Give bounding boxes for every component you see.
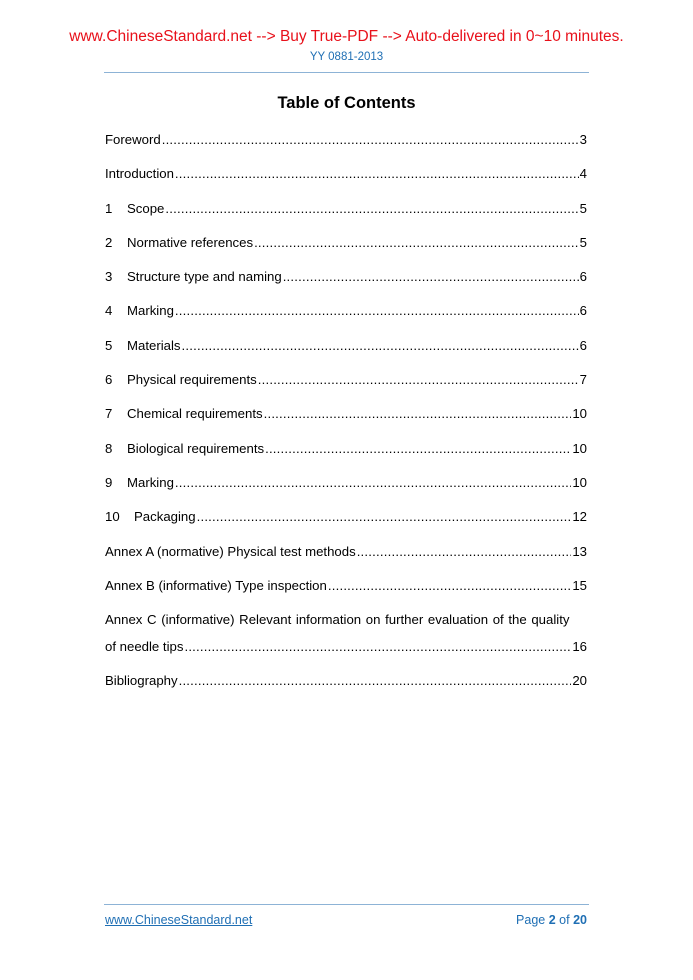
dot-leader: [265, 439, 571, 459]
dot-leader: [182, 336, 579, 356]
toc-entry-scope[interactable]: [105, 199, 587, 233]
toc-entry-label: Annex C (informative) Relevant information on further evaluation of the quality: [105, 612, 570, 628]
toc-entry-normative-references[interactable]: [105, 233, 587, 267]
toc-entry-introduction[interactable]: [105, 164, 587, 198]
dot-leader: [162, 130, 579, 150]
header-divider: [104, 72, 589, 73]
page-prefix: Page: [516, 913, 546, 927]
toc-entry-label: Chemical requirements: [127, 406, 263, 422]
dot-leader: [165, 199, 578, 219]
toc-entry-label: Packaging: [134, 509, 196, 525]
toc-entry-label: Foreword: [105, 132, 161, 147]
toc-entry-label: Introduction: [105, 166, 174, 182]
toc-entry-label: Annex B (informative) Type inspection: [105, 577, 327, 593]
toc-entry-number: 10: [105, 509, 120, 525]
toc-entry-page: 12: [572, 509, 587, 525]
toc-entry-number: 3: [105, 269, 113, 285]
toc-entry-annex-b[interactable]: [105, 576, 587, 610]
toc-entry-page: 20: [572, 673, 587, 689]
toc-entry-biological-requirements[interactable]: [105, 439, 587, 473]
toc-entry-label: Marking: [127, 474, 174, 490]
document-number: YY 0881-2013: [309, 51, 384, 63]
page-indicator: [516, 913, 587, 927]
dot-leader: [264, 404, 572, 424]
toc-entry-physical-requirements[interactable]: [105, 370, 587, 404]
dot-leader: [175, 301, 579, 321]
page-title: Table of Contents: [277, 94, 416, 112]
dot-leader: [357, 542, 572, 562]
toc-entry-materials[interactable]: [105, 336, 587, 370]
promo-banner[interactable]: www.ChineseStandard.net --> Buy True-PDF --> Auto-delivered in 0~10 minutes.: [69, 28, 624, 45]
toc-entry-label: Annex A (normative) Physical test methods: [105, 543, 356, 559]
toc-entry-page: 15: [572, 577, 587, 593]
toc-entry-number: 4: [105, 303, 113, 319]
toc-entry-page: 7: [579, 372, 587, 388]
toc-entry-label: Marking: [127, 303, 174, 319]
footer-site-link[interactable]: www.ChineseStandard.net: [105, 913, 253, 927]
toc-entry-marking-2[interactable]: [105, 473, 587, 507]
toc-entry-label: Physical requirements: [127, 372, 257, 388]
toc-entry-page: 5: [579, 234, 587, 250]
dot-leader: [197, 507, 572, 527]
toc-entry-label: of needle tips: [105, 639, 184, 655]
toc-entry-page: 6: [579, 269, 587, 285]
table-of-contents: [105, 130, 587, 706]
toc-entry-number: 1: [105, 200, 113, 216]
toc-entry-number: 9: [105, 474, 113, 490]
page-current: 2: [548, 913, 556, 927]
toc-entry-structure-type[interactable]: [105, 267, 587, 301]
toc-entry-number: 2: [105, 234, 113, 250]
toc-entry-bibliography[interactable]: [105, 671, 587, 705]
toc-entry-packaging[interactable]: [105, 507, 587, 541]
toc-entry-annex-c-line2[interactable]: [105, 637, 587, 671]
toc-entry-page: 5: [579, 200, 587, 216]
toc-entry-page: 10: [572, 474, 587, 490]
toc-entry-page: 10: [572, 440, 587, 456]
dot-leader: [254, 233, 579, 253]
toc-entry-label: Scope: [127, 200, 165, 216]
toc-entry-label: Normative references: [127, 234, 254, 250]
toc-entry-number: 8: [105, 440, 113, 456]
toc-entry-label: Materials: [127, 337, 181, 353]
toc-entry-page: 13: [572, 543, 587, 559]
dot-leader: [258, 370, 579, 390]
page-total: 20: [573, 913, 587, 927]
toc-entry-number: 7: [105, 406, 113, 422]
dot-leader: [184, 637, 571, 657]
dot-leader: [175, 164, 579, 184]
toc-entry-label: Biological requirements: [127, 440, 265, 456]
toc-entry-foreword[interactable]: [105, 130, 587, 164]
dot-leader: [175, 473, 571, 493]
toc-entry-annex-a[interactable]: [105, 542, 587, 576]
toc-entry-chemical-requirements[interactable]: [105, 404, 587, 438]
toc-entry-label: Bibliography: [105, 673, 178, 689]
toc-entry-page: 10: [572, 406, 587, 422]
dot-leader: [179, 671, 572, 691]
toc-entry-annex-c-line1[interactable]: [105, 610, 587, 637]
dot-leader: [328, 576, 571, 596]
toc-entry-page: 16: [572, 639, 587, 655]
toc-entry-page: 4: [579, 166, 587, 182]
toc-entry-page: 6: [579, 303, 587, 319]
toc-entry-number: 5: [105, 337, 113, 353]
toc-entry-page: 6: [579, 337, 587, 353]
toc-entry-marking[interactable]: [105, 301, 587, 335]
dot-leader: [283, 267, 579, 287]
toc-entry-label: Structure type and naming: [127, 269, 282, 285]
toc-entry-page: 3: [579, 132, 587, 147]
page-of: of: [559, 913, 570, 927]
toc-entry-number: 6: [105, 372, 113, 388]
footer-divider: [104, 904, 589, 905]
